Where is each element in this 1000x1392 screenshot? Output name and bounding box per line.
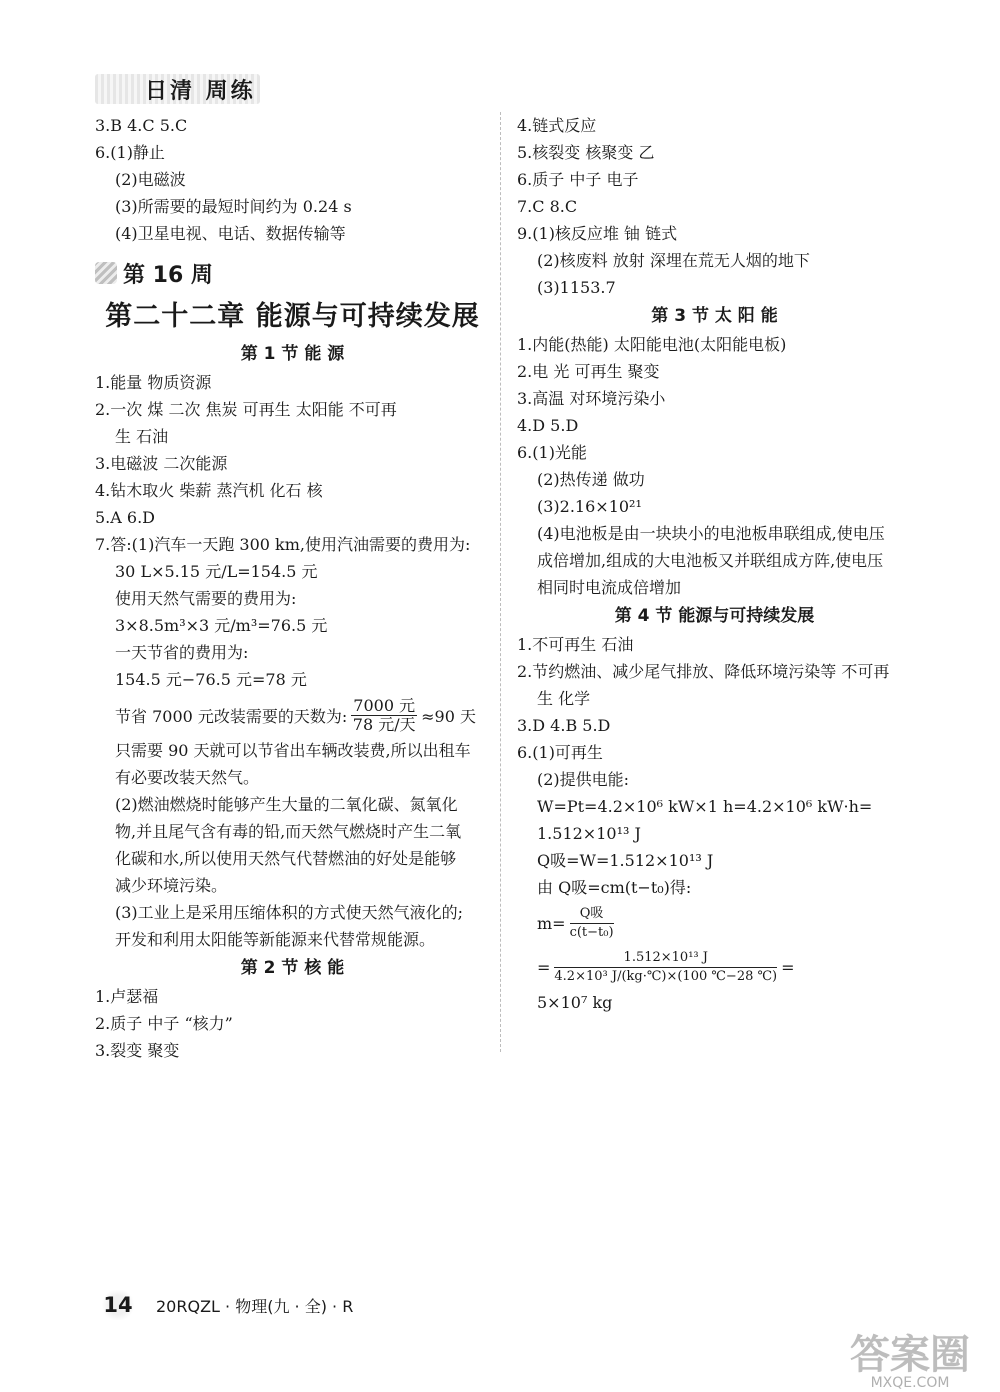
answer-line: (2)燃油燃烧时能够产生大量的二氧化碳、氮氧化 — [115, 795, 458, 814]
answer-line: 7.答:(1)汽车一天跑 300 km,使用汽油需要的费用为: — [95, 535, 471, 554]
mass-prefix: m= — [537, 913, 566, 933]
answer-line: 3.裂变 聚变 — [95, 1041, 180, 1060]
result-line: 5×10⁷ kg — [537, 993, 613, 1012]
answer-line: 1.内能(热能) 太阳能电池(太阳能电板) — [517, 335, 787, 354]
eq-fraction — [554, 949, 777, 986]
answer-line: 4.链式反应 — [517, 116, 597, 135]
answer-line: 9.(1)核反应堆 铀 链式 — [517, 224, 678, 243]
answer-line: 6.(1)可再生 — [517, 743, 603, 762]
answer-line: (2)电磁波 — [115, 170, 186, 189]
answer-line: (2)核废料 放射 深埋在荒无人烟的地下 — [537, 251, 810, 270]
eq-prefix: = — [537, 957, 551, 977]
answer-line: 154.5 元−76.5 元=78 元 — [115, 670, 307, 689]
answer-line: 成倍增加,组成的大电池板又并联组成方阵,使电压 — [537, 551, 884, 570]
answer-line: (3)2.16×10²¹ — [537, 497, 642, 516]
answer-line: W=Pt=4.2×10⁶ kW×1 h=4.2×10⁶ kW·h= — [537, 797, 873, 816]
mass-formula — [517, 901, 912, 945]
answer-line: 由 Q吸=cm(t−t₀)得: — [537, 878, 692, 897]
page-number: 14 — [100, 1290, 136, 1320]
answer-line: (2)热传递 做功 — [537, 470, 645, 489]
answer-line: 使用天然气需要的费用为: — [115, 589, 297, 608]
answer-line: 只需要 90 天就可以节省出车辆改装费,所以出租车 — [115, 741, 471, 760]
answer-line: 2.电 光 可再生 聚变 — [517, 362, 660, 381]
header-title: 日清 周练 — [145, 79, 256, 104]
answer-line: 1.512×10¹³ J — [537, 824, 641, 843]
answer-line: 生 石油 — [115, 427, 169, 446]
eq-denominator: 4.2×10³ J/(kg·℃)×(100 ℃−28 ℃) — [554, 968, 778, 984]
days-suffix: ≈90 天 — [421, 706, 476, 726]
section-title: 第 4 节 能源与可持续发展 — [614, 606, 815, 626]
days-numerator: 7000 元 — [353, 695, 416, 715]
answer-line: (4)卫星电视、电话、数据传输等 — [115, 224, 346, 243]
answer-line: 4.钻木取火 柴薪 蒸汽机 化石 核 — [95, 481, 323, 500]
watermark — [850, 1332, 970, 1391]
answer-line: 6.质子 中子 电子 — [517, 170, 639, 189]
section-title: 第 1 节 能 源 — [240, 344, 345, 364]
answer-line: 减少环境污染。 — [115, 876, 228, 895]
answer-line: 2.质子 中子 “核力” — [95, 1014, 233, 1033]
answer-line: 3.D 4.B 5.D — [517, 716, 611, 735]
section-title: 第 2 节 核 能 — [240, 958, 345, 978]
days-fraction — [351, 697, 417, 734]
answer-line: 有必要改装天然气。 — [115, 768, 260, 787]
answer-line: (3)1153.7 — [537, 278, 616, 297]
week-heading — [95, 253, 490, 293]
answer-line: 物,并且尾气含有毒的铅,而天然气燃烧时产生二氧 — [115, 822, 462, 841]
watermark-domain: MXQE.COM — [870, 1375, 950, 1391]
page-footer — [100, 1290, 353, 1320]
answer-line: 4.D 5.D — [517, 416, 579, 435]
answer-line: (2)提供电能: — [537, 770, 630, 789]
answer-line: (4)电池板是由一块块小的电池板串联组成,使电压 — [537, 524, 885, 543]
answer-line: 6.(1)光能 — [517, 443, 587, 462]
answer-line: 生 化学 — [537, 689, 591, 708]
answer-line: 化碳和水,所以使用天然气代替燃油的好处是能够 — [115, 849, 457, 868]
answer-line: 7.C 8.C — [517, 197, 578, 216]
eq-suffix: = — [781, 957, 795, 977]
answer-line: 相同时电流成倍增加 — [537, 578, 682, 597]
answer-line: 3.电磁波 二次能源 — [95, 454, 228, 473]
answer-line: 一天节省的费用为: — [115, 643, 249, 662]
mass-equation — [517, 945, 912, 989]
eq-numerator: 1.512×10¹³ J — [554, 949, 777, 968]
days-equation — [95, 693, 490, 737]
right-column — [517, 112, 912, 1016]
column-divider — [500, 112, 501, 1052]
mass-fraction — [570, 905, 614, 942]
answer-line: 1.卢瑟福 — [95, 987, 159, 1006]
answer-line: 5.核裂变 核聚变 乙 — [517, 143, 655, 162]
answer-line: 3.B 4.C 5.C — [95, 116, 188, 135]
answer-line: 开发和利用太阳能等新能源来代替常规能源。 — [115, 930, 436, 949]
watermark-logo: 答案圈 — [850, 1332, 970, 1378]
answer-line: (3)工业上是采用压缩体积的方式使天然气液化的; — [115, 903, 464, 922]
answer-line: 30 L×5.15 元/L=154.5 元 — [115, 562, 318, 581]
page-header — [95, 72, 265, 106]
answer-line: Q吸=W=1.512×10¹³ J — [537, 851, 714, 870]
answer-line: 3.高温 对环境污染小 — [517, 389, 666, 408]
left-column — [95, 112, 490, 1064]
section-title: 第 3 节 太 阳 能 — [651, 306, 778, 326]
days-denominator: 78 元/天 — [352, 714, 416, 734]
answer-line: 1.能量 物质资源 — [95, 373, 212, 392]
footer-text: 20RQZL · 物理(九 · 全) · R — [156, 1296, 354, 1316]
chapter-title: 第二十二章 能源与可持续发展 — [105, 301, 480, 332]
answer-line: (3)所需要的最短时间约为 0.24 s — [115, 197, 352, 216]
mass-denominator: c(t−t₀) — [569, 924, 614, 940]
answer-line: 2.一次 煤 二次 焦炭 可再生 太阳能 不可再 — [95, 400, 397, 419]
answer-line: 3×8.5m³×3 元/m³=76.5 元 — [115, 616, 328, 635]
answer-line: 5.A 6.D — [95, 508, 155, 527]
answer-line: 1.不可再生 石油 — [517, 635, 634, 654]
days-prefix: 节省 7000 元改装需要的天数为: — [115, 706, 348, 726]
answer-line: 2.节约燃油、减少尾气排放、降低环境污染等 不可再 — [517, 662, 890, 681]
week-label: 第 16 周 — [123, 262, 213, 288]
answer-line: 6.(1)静止 — [95, 143, 165, 162]
week-icon — [95, 262, 117, 284]
mass-numerator: Q吸 — [570, 905, 614, 924]
